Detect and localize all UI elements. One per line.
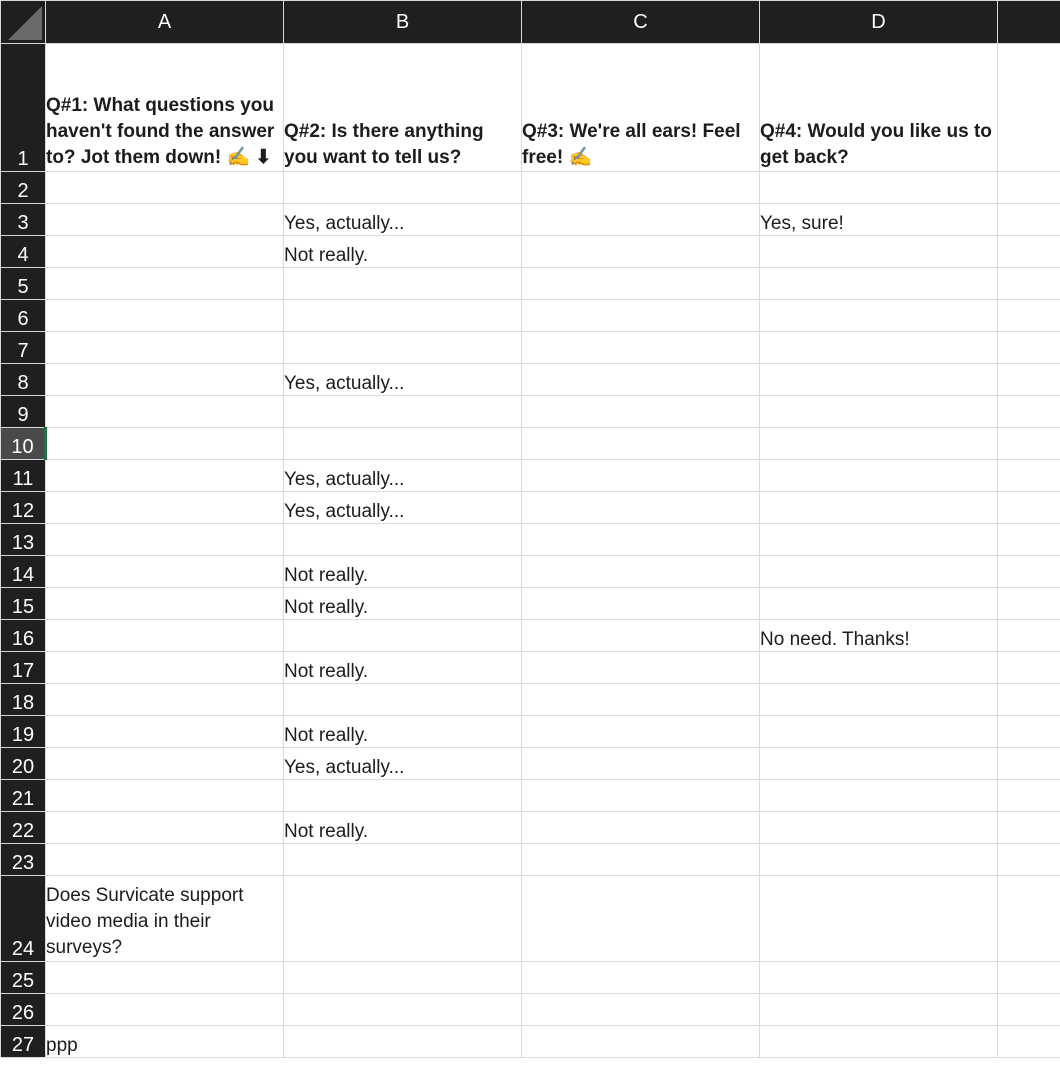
grid-cell-c[interactable]: [522, 876, 760, 962]
select-all-corner[interactable]: [1, 1, 46, 44]
grid-cell-c[interactable]: [522, 652, 760, 684]
grid-cell-d[interactable]: [760, 876, 998, 962]
row-header[interactable]: 27: [1, 1026, 46, 1058]
grid-cell-d[interactable]: [760, 492, 998, 524]
empty-cell[interactable]: [998, 524, 1060, 556]
grid-cell-a[interactable]: [46, 460, 284, 492]
select-all-triangle-icon: [8, 6, 42, 40]
table-row: [1, 556, 1060, 588]
table-row: [1, 1026, 1060, 1058]
grid-cell-b[interactable]: [284, 1026, 522, 1058]
grid-cell-c[interactable]: [522, 300, 760, 332]
empty-cell[interactable]: [998, 236, 1060, 268]
grid-cell-b[interactable]: [284, 876, 522, 962]
grid-cell-a[interactable]: [46, 748, 284, 780]
grid-cell-c[interactable]: [522, 748, 760, 780]
grid-cell-a[interactable]: [46, 620, 284, 652]
row-header[interactable]: 10: [1, 428, 46, 460]
row-header[interactable]: 5: [1, 268, 46, 300]
grid-cell-b[interactable]: [284, 684, 522, 716]
row-header[interactable]: 26: [1, 994, 46, 1026]
grid-cell-d[interactable]: [760, 268, 998, 300]
grid-cell-c[interactable]: [522, 332, 760, 364]
grid-cell-a[interactable]: [46, 364, 284, 396]
empty-cell[interactable]: [998, 962, 1060, 994]
grid-cell-a[interactable]: ppp: [46, 1026, 284, 1058]
grid-cell-c[interactable]: [522, 172, 760, 204]
column-header-e[interactable]: [998, 1, 1060, 44]
table-row: [1, 620, 1060, 652]
row-header[interactable]: 21: [1, 780, 46, 812]
grid-cell-c[interactable]: [522, 812, 760, 844]
row-header[interactable]: 9: [1, 396, 46, 428]
grid-cell-d[interactable]: No need. Thanks!: [760, 620, 998, 652]
grid-cell-c[interactable]: [522, 844, 760, 876]
row-header[interactable]: 14: [1, 556, 46, 588]
table-row: [1, 812, 1060, 844]
grid-cell-c[interactable]: [522, 620, 760, 652]
grid-cell-a[interactable]: [46, 428, 284, 460]
grid-cell-a[interactable]: Does Survicate support video media in their surveys?: [46, 876, 284, 962]
row-header[interactable]: 16: [1, 620, 46, 652]
row-header[interactable]: 23: [1, 844, 46, 876]
grid-cell-c[interactable]: [522, 492, 760, 524]
grid-cell-a[interactable]: [46, 684, 284, 716]
table-row: [1, 684, 1060, 716]
grid-cell-a[interactable]: [46, 524, 284, 556]
grid-cell-d[interactable]: [760, 556, 998, 588]
grid-cell-a[interactable]: [46, 844, 284, 876]
empty-cell[interactable]: [998, 364, 1060, 396]
grid-cell-d[interactable]: [760, 684, 998, 716]
empty-cell[interactable]: [998, 44, 1060, 172]
empty-cell[interactable]: [998, 994, 1060, 1026]
grid-cell-a[interactable]: [46, 236, 284, 268]
empty-cell[interactable]: [998, 396, 1060, 428]
row-header[interactable]: 1: [1, 44, 46, 172]
row-header[interactable]: 3: [1, 204, 46, 236]
grid-cell-d[interactable]: [760, 994, 998, 1026]
grid-cell-c[interactable]: [522, 204, 760, 236]
row-header[interactable]: 19: [1, 716, 46, 748]
grid-cell-d[interactable]: [760, 332, 998, 364]
grid-cell-d[interactable]: [760, 748, 998, 780]
header-cell-q3[interactable]: Q#3: We're all ears! Feel free! ✍️: [522, 44, 760, 172]
column-header-c[interactable]: C: [522, 1, 760, 44]
grid-cell-b[interactable]: [284, 620, 522, 652]
row-header[interactable]: 2: [1, 172, 46, 204]
table-row: [1, 300, 1060, 332]
header-cell-q2[interactable]: Q#2: Is there anything you want to tell us?: [284, 44, 522, 172]
grid-cell-a[interactable]: [46, 300, 284, 332]
grid-cell-a[interactable]: [46, 962, 284, 994]
row-header[interactable]: 8: [1, 364, 46, 396]
table-row: [1, 428, 1060, 460]
grid-cell-d[interactable]: [760, 300, 998, 332]
table-row: [1, 268, 1060, 300]
grid-cell-c[interactable]: [522, 994, 760, 1026]
grid-cell-a[interactable]: [46, 492, 284, 524]
empty-cell[interactable]: [998, 300, 1060, 332]
empty-cell[interactable]: [998, 332, 1060, 364]
empty-cell[interactable]: [998, 812, 1060, 844]
grid-cell-b[interactable]: Not really.: [284, 588, 522, 620]
grid-cell-a[interactable]: [46, 396, 284, 428]
row-header[interactable]: 15: [1, 588, 46, 620]
empty-cell[interactable]: [998, 204, 1060, 236]
grid-cell-b[interactable]: Not really.: [284, 236, 522, 268]
table-row: [1, 396, 1060, 428]
table-row: [1, 204, 1060, 236]
empty-cell[interactable]: [998, 492, 1060, 524]
grid-cell-a[interactable]: [46, 716, 284, 748]
grid-cell-a[interactable]: [46, 332, 284, 364]
table-row: [1, 588, 1060, 620]
table-row: [1, 780, 1060, 812]
grid-cell-c[interactable]: [522, 588, 760, 620]
empty-cell[interactable]: [998, 876, 1060, 962]
column-header-a[interactable]: A: [46, 1, 284, 44]
grid-cell-d[interactable]: [760, 396, 998, 428]
grid-cell-c[interactable]: [522, 236, 760, 268]
grid-cell-c[interactable]: [522, 684, 760, 716]
grid-cell-b[interactable]: Not really.: [284, 556, 522, 588]
header-cell-q1[interactable]: Q#1: What questions you haven't found the answer to? Jot them down! ✍️ ⬇: [46, 44, 284, 172]
empty-cell[interactable]: [998, 684, 1060, 716]
grid-cell-b[interactable]: Yes, actually...: [284, 748, 522, 780]
grid-cell-c[interactable]: [522, 268, 760, 300]
grid-cell-a[interactable]: [46, 780, 284, 812]
table-row: [1, 994, 1060, 1026]
grid-cell-d[interactable]: [760, 844, 998, 876]
grid-cell-a[interactable]: [46, 652, 284, 684]
grid-cell-b[interactable]: Yes, actually...: [284, 492, 522, 524]
row-header[interactable]: 25: [1, 962, 46, 994]
grid-cell-d[interactable]: [760, 780, 998, 812]
grid-cell-c[interactable]: [522, 962, 760, 994]
grid-cell-b[interactable]: [284, 524, 522, 556]
row-header[interactable]: 17: [1, 652, 46, 684]
grid-cell-d[interactable]: [760, 588, 998, 620]
table-row: [1, 364, 1060, 396]
row-header[interactable]: 4: [1, 236, 46, 268]
grid-cell-b[interactable]: Not really.: [284, 812, 522, 844]
table-row: [1, 236, 1060, 268]
column-header-row: [1, 1, 1060, 44]
grid-cell-a[interactable]: [46, 204, 284, 236]
grid-cell-c[interactable]: [522, 428, 760, 460]
empty-cell[interactable]: [998, 268, 1060, 300]
grid-cell-a[interactable]: [46, 588, 284, 620]
grid-cell-d[interactable]: [760, 428, 998, 460]
grid-cell-d[interactable]: [760, 716, 998, 748]
table-row: [1, 876, 1060, 962]
grid-cell-c[interactable]: [522, 780, 760, 812]
grid-cell-b[interactable]: [284, 994, 522, 1026]
column-header-d[interactable]: D: [760, 1, 998, 44]
empty-cell[interactable]: [998, 844, 1060, 876]
grid-cell-a[interactable]: [46, 172, 284, 204]
grid-cell-d[interactable]: Yes, sure!: [760, 204, 998, 236]
row-header[interactable]: 20: [1, 748, 46, 780]
grid-cell-b[interactable]: [284, 300, 522, 332]
grid-cell-b[interactable]: Yes, actually...: [284, 364, 522, 396]
grid-cell-d[interactable]: [760, 236, 998, 268]
row-header[interactable]: 13: [1, 524, 46, 556]
row-header[interactable]: 6: [1, 300, 46, 332]
grid-cell-b[interactable]: [284, 428, 522, 460]
grid-cell-c[interactable]: [522, 1026, 760, 1058]
header-cell-q4[interactable]: Q#4: Would you like us to get back?: [760, 44, 998, 172]
grid-cell-d[interactable]: [760, 962, 998, 994]
grid-cell-b[interactable]: Not really.: [284, 652, 522, 684]
grid-cell-d[interactable]: [760, 364, 998, 396]
table-row: [1, 44, 1060, 172]
grid-cell-c[interactable]: [522, 524, 760, 556]
empty-cell[interactable]: [998, 1026, 1060, 1058]
empty-cell[interactable]: [998, 716, 1060, 748]
empty-cell[interactable]: [998, 620, 1060, 652]
row-header[interactable]: 18: [1, 684, 46, 716]
grid-cell-c[interactable]: [522, 364, 760, 396]
grid-cell-d[interactable]: [760, 1026, 998, 1058]
empty-cell[interactable]: [998, 172, 1060, 204]
grid-cell-c[interactable]: [522, 716, 760, 748]
table-row: [1, 524, 1060, 556]
row-header[interactable]: 7: [1, 332, 46, 364]
grid-cell-b[interactable]: [284, 268, 522, 300]
grid-cell-d[interactable]: [760, 460, 998, 492]
grid-cell-d[interactable]: [760, 812, 998, 844]
grid-cell-b[interactable]: Yes, actually...: [284, 204, 522, 236]
grid-cell-b[interactable]: [284, 172, 522, 204]
grid-cell-b[interactable]: [284, 844, 522, 876]
empty-cell[interactable]: [998, 780, 1060, 812]
table-row: [1, 172, 1060, 204]
empty-cell[interactable]: [998, 652, 1060, 684]
empty-cell[interactable]: [998, 748, 1060, 780]
grid-cell-a[interactable]: [46, 268, 284, 300]
table-row: [1, 652, 1060, 684]
grid-cell-a[interactable]: [46, 556, 284, 588]
table-row: [1, 962, 1060, 994]
grid-cell-d[interactable]: [760, 652, 998, 684]
table-row: [1, 748, 1060, 780]
grid-cell-b[interactable]: Not really.: [284, 716, 522, 748]
empty-cell[interactable]: [998, 588, 1060, 620]
empty-cell[interactable]: [998, 460, 1060, 492]
column-header-b[interactable]: B: [284, 1, 522, 44]
row-header[interactable]: 22: [1, 812, 46, 844]
table-row: [1, 492, 1060, 524]
table-row: [1, 716, 1060, 748]
empty-cell[interactable]: [998, 556, 1060, 588]
grid-cell-c[interactable]: [522, 556, 760, 588]
row-header[interactable]: 24: [1, 876, 46, 962]
grid-cell-c[interactable]: [522, 460, 760, 492]
table-row: [1, 332, 1060, 364]
grid-cell-b[interactable]: [284, 780, 522, 812]
grid-cell-b[interactable]: [284, 332, 522, 364]
grid-cell-b[interactable]: [284, 962, 522, 994]
grid-cell-c[interactable]: [522, 396, 760, 428]
grid-cell-d[interactable]: [760, 172, 998, 204]
row-header[interactable]: 12: [1, 492, 46, 524]
grid-cell-a[interactable]: [46, 994, 284, 1026]
grid-cell-b[interactable]: [284, 396, 522, 428]
table-row: [1, 844, 1060, 876]
grid-cell-a[interactable]: [46, 812, 284, 844]
row-header[interactable]: 11: [1, 460, 46, 492]
table-row: [1, 460, 1060, 492]
empty-cell[interactable]: [998, 428, 1060, 460]
grid-cell-d[interactable]: [760, 524, 998, 556]
grid-cell-b[interactable]: Yes, actually...: [284, 460, 522, 492]
